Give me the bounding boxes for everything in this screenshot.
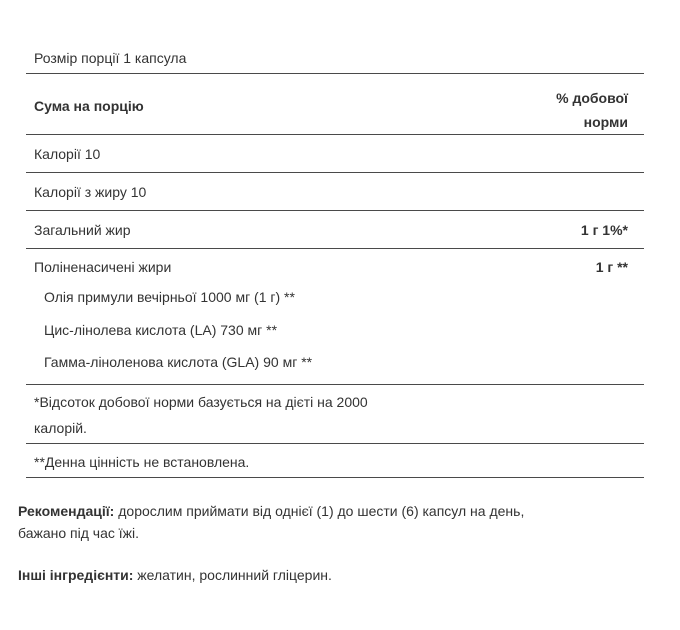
- calories-row: [26, 135, 644, 173]
- cis-linoleic-acid: Цис-лінолева кислота (LA) 730 мг **: [44, 322, 278, 338]
- recommendations-text-line1: дорослим приймати від однієї (1) до шести (6) капсул на день,: [114, 503, 525, 519]
- amount-per-serving-heading: Сума на порцію: [34, 98, 144, 114]
- recommendations: [18, 500, 618, 544]
- polyunsaturated-label: Поліненасичені жири: [34, 259, 172, 275]
- footnote-daily-value: [34, 389, 368, 441]
- total-fat-label: Загальний жир: [34, 222, 131, 238]
- other-ingredients: [18, 564, 618, 586]
- polyunsaturated-value: 1 г **: [595, 259, 628, 275]
- recommendations-label: Рекомендації:: [18, 503, 115, 519]
- calories-from-fat-row: [26, 173, 644, 211]
- supplement-facts-panel: [26, 40, 644, 478]
- polyunsaturated-block: [26, 249, 644, 385]
- daily-value-heading-line1: % добової: [556, 90, 628, 106]
- total-fat-row: [26, 211, 644, 249]
- other-ingredients-label: Інші інгредієнти:: [18, 567, 134, 583]
- header-row: [26, 74, 644, 135]
- recommendations-text-line2: бажано під час їжі.: [18, 525, 140, 541]
- other-ingredients-text: желатин, рослинний гліцерин.: [133, 567, 332, 583]
- footnote-not-established: **Денна цінність не встановлена.: [34, 454, 250, 470]
- footnote-daily-value-row: [26, 385, 644, 444]
- calories-from-fat: Калорії з жиру 10: [34, 184, 147, 200]
- daily-value-heading-line2: норми: [583, 114, 628, 130]
- serving-size-row: [26, 40, 644, 74]
- total-fat-value: 1 г 1%*: [580, 222, 628, 238]
- footnote-daily-value-line2: калорій.: [34, 420, 87, 436]
- serving-size: Розмір порції 1 капсула: [34, 50, 187, 66]
- calories: Калорії 10: [34, 146, 101, 162]
- gamma-linolenic-acid: Гамма-ліноленова кислота (GLA) 90 мг **: [44, 354, 313, 370]
- evening-primrose-oil: Олія примули вечірньої 1000 мг (1 г) **: [44, 289, 295, 305]
- footnote-daily-value-line1: *Відсоток добової норми базується на дієті на 2000: [34, 394, 368, 410]
- footnote-not-established-row: [26, 444, 644, 478]
- daily-value-heading: [556, 86, 628, 134]
